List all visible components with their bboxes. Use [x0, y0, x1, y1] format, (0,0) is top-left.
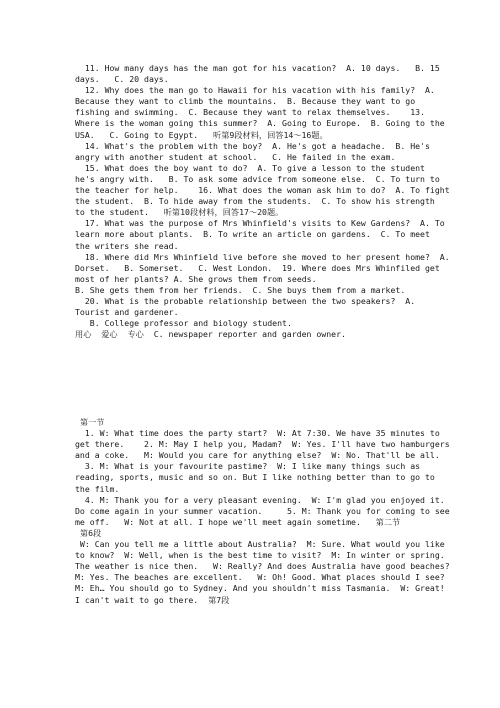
text-line: the student. B. To hide away from the students. C. To show his strength [75, 196, 435, 207]
text-line: the teacher for help. 16. What does the woman ask him to do? A. To fight [75, 185, 450, 196]
text-line: B. She gets them from her friends. C. She buys them from a market. [75, 284, 406, 295]
text-line: 15. What does the boy want to do? A. To give a lesson to the student [75, 162, 425, 173]
text-line: the film. [75, 483, 120, 494]
text-line: 12. Why does the man go to Hawaii for his vacation with his family? A. [75, 85, 435, 96]
text-line: W: Can you tell me a little about Australia? M: Sure. What would you like [75, 539, 445, 550]
text-line: Dorset. B. Somerset. C. West London. 19. Where does Mrs Whinfiled get [75, 262, 440, 273]
text-line: fishing and swimming. C. Because they want to relax themselves. 13. [75, 107, 425, 118]
text-line: 用心 爱心 专心 C. newspaper reporter and garden owner. [75, 329, 346, 340]
text-line: he's angry with. B. To ask some advice from someone else. C. To turn to [75, 173, 440, 184]
text-line: to know? W: Well, when is the best time to visit? M: In winter or spring. [75, 550, 445, 561]
text-line: learn more about plants. B. To write an article on gardens. C. To meet [75, 229, 430, 240]
text-line: 11. How many days has the man got for his vacation? A. 10 days. B. 15 [75, 63, 440, 73]
text-line: M: Eh… You should go to Sydney. And you shouldn't miss Tasmania. W: Great! [75, 583, 445, 594]
text-line: me off. W: Not at all. I hope we'll meet again sometime. 第二节 [75, 516, 401, 527]
text-line: B. College professor and biology student. [75, 318, 292, 329]
text-line: I can't wait to go there. 第7段 [75, 594, 230, 605]
text-line: days. C. 20 days. [75, 74, 169, 85]
text-line: USA. C. Going to Egypt. 听第9段材料，回答14～16题。 [75, 129, 328, 140]
text-line: and a coke. M: Would you care for anything else? W: No. That'll be all. [75, 450, 440, 461]
text-line: angry with another student at school. C. He failed in the exam. [75, 151, 396, 162]
text-line: 第一节 [75, 417, 105, 427]
text-line: 3. M: What is your favourite pastime? W: I like many things such as [75, 461, 421, 472]
text-line: Tourist and gardener. [75, 307, 179, 318]
text-line: Do come again in your summer vacation. 5. M: Thank you for coming to see [75, 505, 450, 516]
text-line: reading, sports, music and so on. But I like nothing better than to go to [75, 472, 435, 483]
text-line: Where is the woman going this summer? A. Going to Europe. B. Going to the [75, 118, 445, 129]
text-line: get there. 2. M: May I help you, Madam? W: Yes. I'll have two hamburgers [75, 439, 450, 450]
text-line: 18. Where did Mrs Whinfield live before she moved to her present home? A. [75, 251, 450, 262]
text-line: the writers she read. [75, 240, 179, 251]
text-line: most of her plants? A. She grows them from seeds. [75, 273, 317, 284]
text-line: to the student. 听第10段材料，回答17～20题。 [75, 207, 284, 218]
text-line: 14. What's the problem with the boy? A. He's got a headache. B. He's [75, 140, 430, 151]
text-line: 4. M: Thank you for a very pleasant evening. W: I'm glad you enjoyed it. [75, 494, 445, 505]
text-line: 1. W: What time does the party start? W: At 7:30. We have 35 minutes to [75, 428, 440, 439]
text-line: 第6段 [75, 527, 102, 538]
text-line: 17. What was the purpose of Mrs Whinfield's visits to Kew Gardens? A. To [75, 218, 445, 229]
text-line: The weather is nice then. W: Really? And does Australia have good beaches? [75, 561, 450, 572]
text-line: 20. What is the probable relationship between the two speakers? A. [75, 295, 416, 306]
text-line: M: Yes. The beaches are excellent. W: Oh! Good. What places should I see? [75, 572, 445, 583]
transcript-section [75, 417, 450, 606]
questions-section [75, 63, 450, 340]
text-line: Because they want to climb the mountains. B. Because they want to go [75, 96, 416, 107]
